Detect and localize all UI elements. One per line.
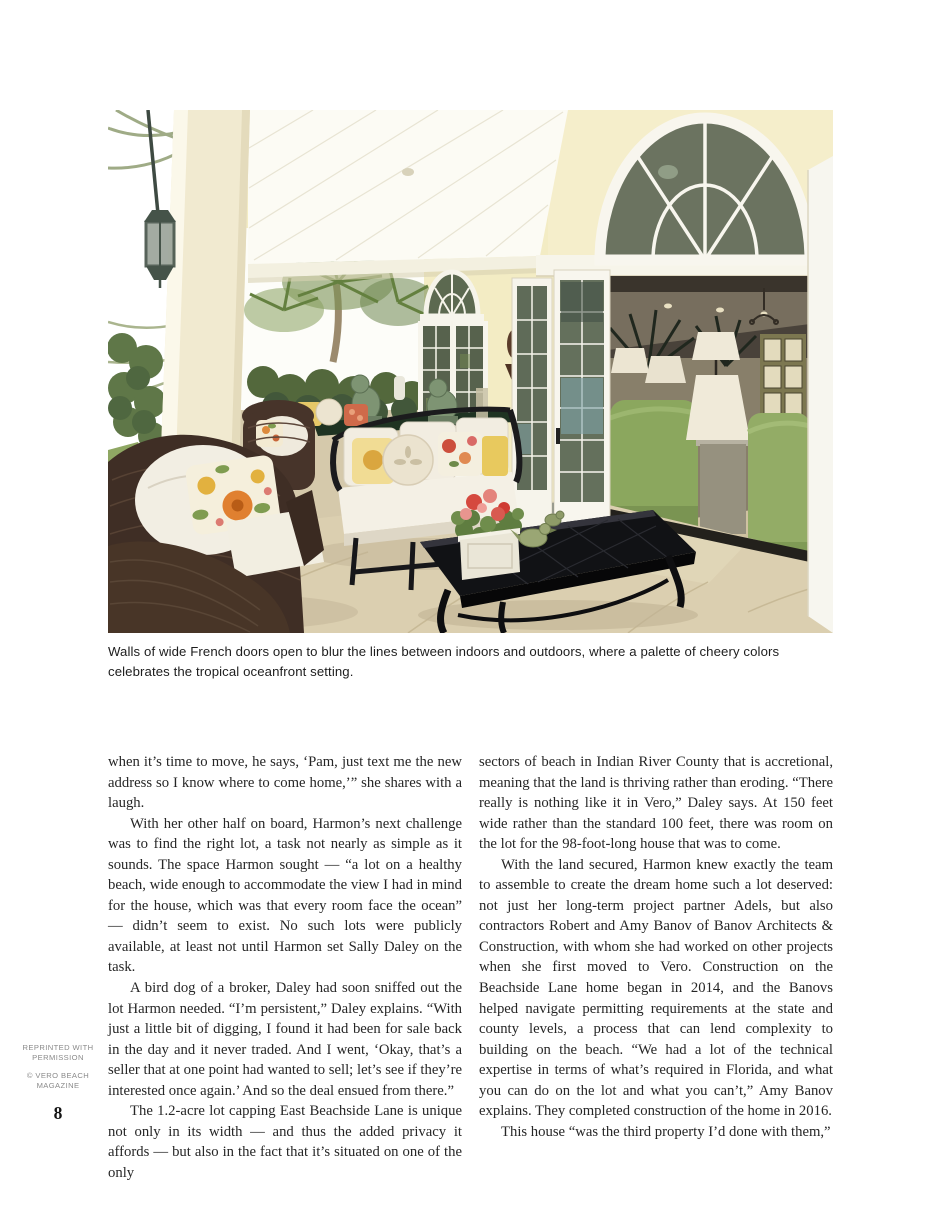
text-column-right bbox=[479, 752, 833, 1183]
body-paragraph: sectors of beach in Indian River County that is accretional, meaning that the land is thriving rather than eroding. “There really is nothing like it in Vero,” Daley says. At 150 feet wide rather than the standard 100 feet, there was room on the lot for the 98-foot-long house that was to come. bbox=[479, 754, 834, 853]
credit-spacer bbox=[12, 1063, 104, 1071]
garden-statue bbox=[394, 376, 405, 400]
body-paragraph: when it’s time to move, he says, ‘Pam, just text me the new address so I know where to come home,’” she shares with a laugh. bbox=[108, 754, 462, 812]
copyright-line: MAGAZINE bbox=[36, 1081, 80, 1090]
body-paragraph: A bird dog of a broker, Daley had soon sniffed out the lot Harmon needed. “I’m persistent,” Daley explains. “With just a little bit of digging, I found it had been for sale back in the day and it never traded. And I went, ‘Okay, that’s a seller that at one point had wanted to sell; let’s see if they’re interested once again.’ And so the deal ensued from there.” bbox=[108, 980, 462, 1099]
door-handle bbox=[556, 428, 560, 444]
feature-photo bbox=[108, 110, 833, 633]
body-paragraph: This house “was the third property I’d done with them,” bbox=[501, 1123, 831, 1140]
photo-ceiling bbox=[248, 110, 568, 283]
body-paragraph: With the land secured, Harmon knew exactly the team to assemble to create the dream home such a lot deserved: not just her long-term project partner Adels, but also contractors Robert and Amy Banov of Banov Architects & Construction, with whom she had worked on other projects when she first moved to Vero. Construction on the Beachside Lane home began in 2014, and the Banovs helped navigate permitting requirements at the state and county levels, a process that can lend complexity to building on the beach. “We had a lot of the technical expertise in terms of what’s required in Florida, and what you can do on the lot and what you can’t,” Amy Banov explains. They completed construction of the home in 2016. bbox=[479, 856, 833, 1120]
reprint-credit-line: REPRINTED WITH bbox=[22, 1043, 94, 1052]
reprint-credit-line: PERMISSION bbox=[32, 1053, 84, 1062]
body-paragraph: With her other half on board, Harmon’s next challenge was to find the right lot, a task not nearly as simple as it sounds. The space Harmon sought — “a lot on a healthy beach, wide enough to accommodate the view I had in mind for the house, which was that every room face the ocean” — didn’t seem to exist. No such lots were publicly available, at least not until Harmon set Sally Daley on the task. bbox=[108, 815, 462, 976]
interior-print-screen bbox=[760, 334, 806, 422]
article-body bbox=[108, 752, 833, 1183]
photo-caption: Walls of wide French doors open to blur the lines between indoors and outdoors, where a palette of cheery colors celebrates the tropical oceanfront setting. bbox=[108, 644, 780, 679]
credit-block bbox=[12, 1043, 104, 1124]
ceiling-light bbox=[402, 168, 414, 176]
copyright-line: © VERO BEACH bbox=[26, 1071, 90, 1080]
body-paragraph: The 1.2-acre lot capping East Beachside Lane is unique not only in its width — and thus the added privacy it affords — but also in the fact that it’s situated on one of the only bbox=[108, 1103, 462, 1181]
page-number: 8 bbox=[53, 1103, 63, 1123]
text-column-left bbox=[108, 752, 462, 1183]
porch-photo-illustration bbox=[108, 110, 833, 633]
photo-door-frame-right bbox=[808, 156, 833, 633]
